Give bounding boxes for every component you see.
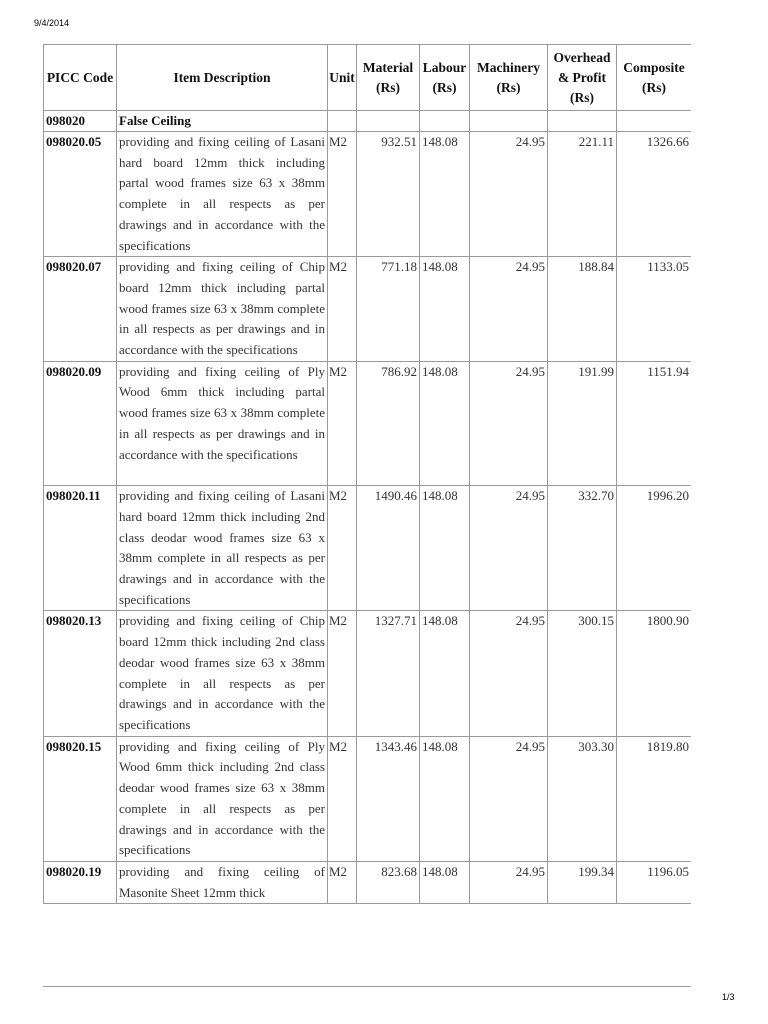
item-composite: 1996.20 — [617, 486, 692, 611]
item-material: 932.51 — [357, 132, 420, 257]
item-overhead: 188.84 — [548, 257, 617, 362]
item-description: providing and fixing ceiling of Masonite Sheet 12mm thick — [117, 861, 328, 903]
item-machinery: 24.95 — [470, 361, 548, 486]
item-description: providing and fixing ceiling of Ply Wood 6mm thick including 2nd class deodar wood frames size 63 x 38mm complete in all respects as per drawings and in accordance with the specifications — [117, 736, 328, 861]
item-overhead: 199.34 — [548, 861, 617, 903]
item-composite: 1133.05 — [617, 257, 692, 362]
item-material: 771.18 — [357, 257, 420, 362]
item-description: providing and fixing ceiling of Ply Wood 6mm thick including partal wood frames size 63 x 38mm complete in all respects as per drawings and in accordance with the specifications — [117, 361, 328, 486]
item-composite: 1800.90 — [617, 611, 692, 736]
table-row — [44, 486, 692, 611]
table-header — [44, 45, 692, 111]
item-unit: M2 — [328, 257, 357, 362]
item-machinery: 24.95 — [470, 736, 548, 861]
item-machinery: 24.95 — [470, 257, 548, 362]
item-code: 098020.15 — [44, 736, 117, 861]
item-material: 1343.46 — [357, 736, 420, 861]
page-number: 1/3 — [722, 992, 735, 1002]
item-code: 098020.05 — [44, 132, 117, 257]
table-row — [44, 611, 692, 736]
empty-cell — [328, 111, 357, 132]
item-composite: 1326.66 — [617, 132, 692, 257]
section-title: False Ceiling — [117, 111, 328, 132]
header-unit: Unit — [328, 45, 357, 111]
item-unit: M2 — [328, 486, 357, 611]
item-code: 098020.13 — [44, 611, 117, 736]
item-unit: M2 — [328, 736, 357, 861]
item-unit: M2 — [328, 611, 357, 736]
print-date: 9/4/2014 — [34, 18, 70, 28]
item-description: providing and fixing ceiling of Chip board 12mm thick including 2nd class deodar wood frames size 63 x 38mm complete in all respects as per drawings and in accordance with the specifications — [117, 611, 328, 736]
item-composite: 1196.05 — [617, 861, 692, 903]
item-overhead: 191.99 — [548, 361, 617, 486]
item-overhead: 300.15 — [548, 611, 617, 736]
item-material: 1327.71 — [357, 611, 420, 736]
item-overhead: 332.70 — [548, 486, 617, 611]
header-material: Material (Rs) — [357, 45, 420, 111]
item-machinery: 24.95 — [470, 611, 548, 736]
empty-cell — [357, 111, 420, 132]
item-description: providing and fixing ceiling of Lasani hard board 12mm thick including 2nd class deodar wood frames size 63 x 38mm complete in all respects as per drawings and in accordance with the specifications — [117, 486, 328, 611]
item-code: 098020.11 — [44, 486, 117, 611]
page-bottom-rule — [43, 986, 691, 987]
header-composite: Composite (Rs) — [617, 45, 692, 111]
item-labour: 148.08 — [420, 132, 470, 257]
item-description: providing and fixing ceiling of Chip board 12mm thick including partal wood frames size 63 x 38mm complete in all respects as per drawings and in accordance with the specifications — [117, 257, 328, 362]
item-labour: 148.08 — [420, 257, 470, 362]
header-code: PICC Code — [44, 45, 117, 111]
item-material: 1490.46 — [357, 486, 420, 611]
item-material: 786.92 — [357, 361, 420, 486]
item-material: 823.68 — [357, 861, 420, 903]
item-machinery: 24.95 — [470, 486, 548, 611]
table-row — [44, 257, 692, 362]
rate-table-viewport — [43, 44, 691, 987]
item-composite: 1819.80 — [617, 736, 692, 861]
header-description: Item Description — [117, 45, 328, 111]
header-machinery: Machinery (Rs) — [470, 45, 548, 111]
table-row — [44, 361, 692, 486]
item-overhead: 303.30 — [548, 736, 617, 861]
header-overhead: Overhead & Profit (Rs) — [548, 45, 617, 111]
section-row — [44, 111, 692, 132]
item-labour: 148.08 — [420, 486, 470, 611]
item-code: 098020.07 — [44, 257, 117, 362]
item-code: 098020.09 — [44, 361, 117, 486]
rate-table — [43, 44, 691, 904]
empty-cell — [617, 111, 692, 132]
item-unit: M2 — [328, 861, 357, 903]
item-overhead: 221.11 — [548, 132, 617, 257]
item-unit: M2 — [328, 132, 357, 257]
item-code: 098020.19 — [44, 861, 117, 903]
section-code: 098020 — [44, 111, 117, 132]
item-labour: 148.08 — [420, 361, 470, 486]
table-row — [44, 736, 692, 861]
table-row — [44, 861, 692, 903]
item-machinery: 24.95 — [470, 861, 548, 903]
item-description: providing and fixing ceiling of Lasani hard board 12mm thick including partal wood frames size 63 x 38mm complete in all respects as per drawings and in accordance with the specifications — [117, 132, 328, 257]
item-unit: M2 — [328, 361, 357, 486]
table-body — [44, 111, 692, 904]
item-composite: 1151.94 — [617, 361, 692, 486]
empty-cell — [470, 111, 548, 132]
header-labour: Labour (Rs) — [420, 45, 470, 111]
item-labour: 148.08 — [420, 736, 470, 861]
item-machinery: 24.95 — [470, 132, 548, 257]
table-row — [44, 132, 692, 257]
empty-cell — [548, 111, 617, 132]
item-labour: 148.08 — [420, 611, 470, 736]
empty-cell — [420, 111, 470, 132]
item-labour: 148.08 — [420, 861, 470, 903]
